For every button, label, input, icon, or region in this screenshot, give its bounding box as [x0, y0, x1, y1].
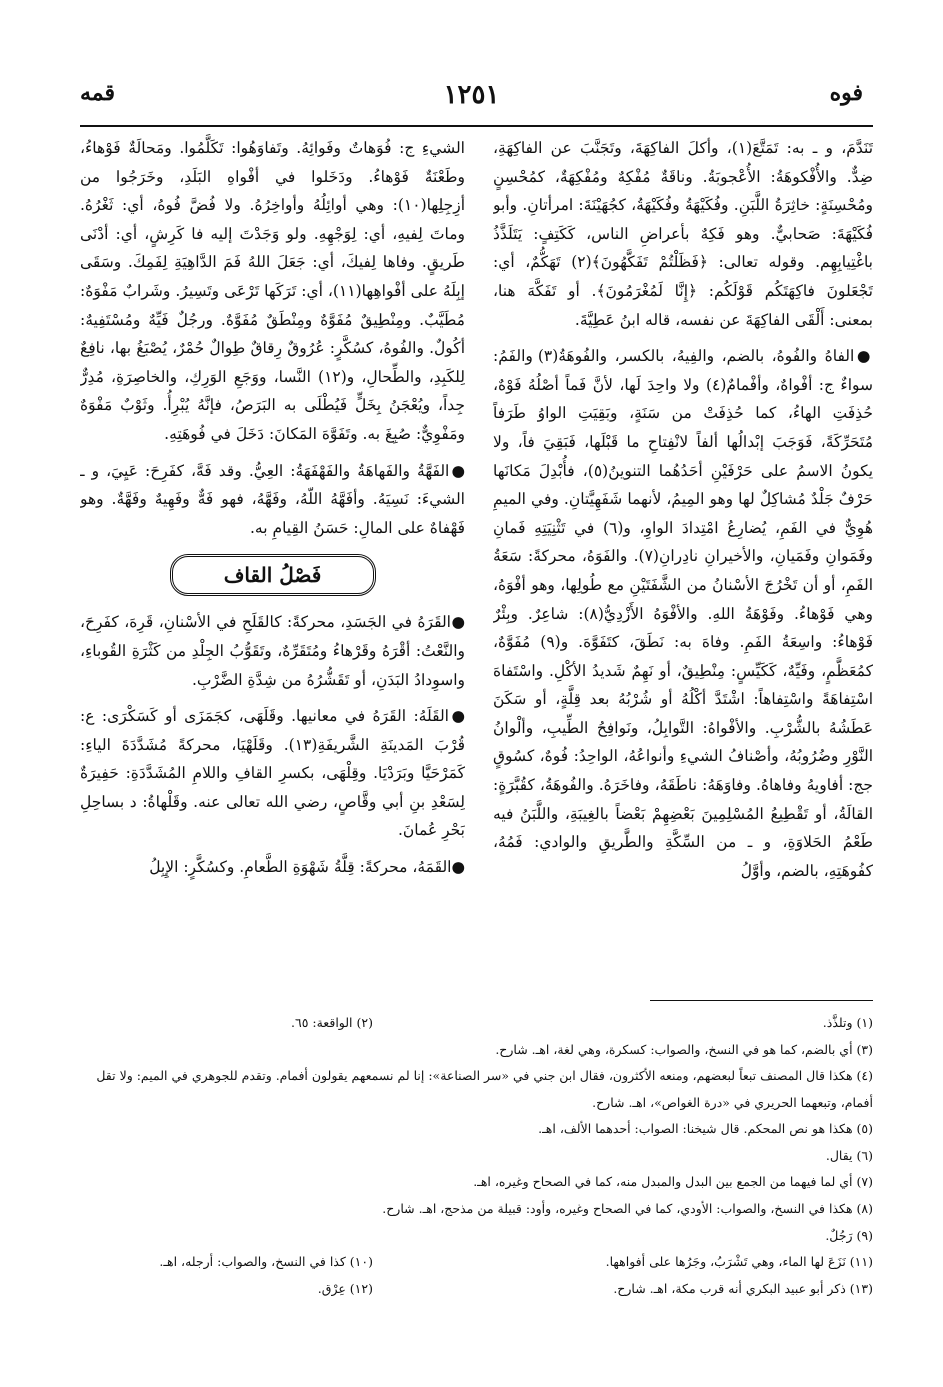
footnote: (١) وتلذَّذ.: [822, 1015, 873, 1030]
footnote: (٨) هكذا في النسخ، والصواب: الأودي، كما في الصحاح وغيره، وأود: قبيلة من مذحج، اهـ. شارح.: [382, 1200, 873, 1216]
footnotes: [70, 1010, 873, 1302]
paragraph: ●القَمَهُ، محركةً: قِلَّةُ شَهْوَةِ الطَّعامِ. وكسُكَّرٍ: الإِبِلُ: [149, 858, 465, 877]
footnote: (٣) أي بالضم، كما هو في النسخ، والصواب: كسكرة، وهي لغة، اهـ. شارح.: [495, 1041, 873, 1057]
footnote: (١٢) عِرْق.: [317, 1280, 373, 1296]
footnote: (١١) نَزَعَ لها الماء، وهي تَشْرَبُ، وجَرُها على أفواهها.: [605, 1254, 873, 1270]
page-header: [70, 80, 873, 120]
paragraph: ●القَلَهُ: القَرَهُ في معانيها. وقَلَهَى، كجَمَزَى أو كَسَكْرَى: ع: قُرْبَ المَدينَةِ الشَّريفَةِ(١٣). وقَلَهْيَا، محركةً مُشَدَّدَةَ الياءِ: كَمَرْحَيَّا وبَرَدْيَا. وقِلْهَى، بكسرِ القافِ واللامِ المُشَدَّدَةِ: حَفِيرَةٌ لِسَعْدِ بنِ أبي وقَّاصٍ، رضي الله تعالى عنه. وقَلْهاةُ: د بساحِلِ بَحْرِ عُمانَ.: [80, 707, 465, 840]
paragraph: الشيءِ ج: فُوَهاتٌ وفَوائِهُ. وتَفاوَهُوا: تَكَلَّمُوا. ومَحالَةٌ فَوْهاءُ، وطَعْنَةٌ فَوْهاءُ. ودَخَلوا في أفْواهِ البَلَدِ، وخَرَجُوا من أزِجِلِها(١٠): وهي أوائِلُهُ وأواخِرُهُ. ولا فُضَّ فُوهُ، أي: ثَغْرُهُ. وماتَ لِفيهِ، أي: لِوَجْهِهِ. ولو وَجَدْتَ إليه فا كَرِشٍ، أي: أدْنَى طَريقٍ. وفاها لِفيكَ، أي: جَعَلَ اللهُ فَمَ الدَّاهِيَةِ لِفَمِكَ. وسَقَى إبِلَهُ على أفْواهِها(١١)، أي: تَرَكَها تَرْعَى وتَسِيرُ. وشَرابٌ مَفْوَهٌ: مُطَيَّبٌ. ومِنْطِيقٌ مُفَوَّهٌ ومِنْطَقٌ مُفَوَّهٌ. ورجُلٌ فَيِّهٌ ومُسْتَفِيهٌ: أكُولٌ. والفُوهُ، كسُكَّرٍ: عُرُوقٌ رِقاقٌ طِوالٌ حُمْرٌ، يُصْبَغُ بها، نافِعٌ لِلكَبِدِ، والطِّحالِ، و(١٢) النَّسا، ووَجَعِ الوَرِكِ، والخاصِرَةِ، مُدِرٌّ جِداً، ويُعْجَنُ بِخَلٍّ فَيُطْلَى به البَرَصُ، فإنَّهُ يُبْرِأُ. وثَوْبٌ مَفْوَهٌ ومَفْوِيٌّ: صُبِغَ به. وتَفَوَّهَ المَكانَ: دَخَلَ في فُوهَتِهِ.: [80, 139, 465, 443]
footnote: (٦) يقال.: [825, 1147, 873, 1163]
header-left-word: قمه: [80, 80, 116, 106]
footnote: (٩) رَجُلٌ.: [825, 1227, 873, 1243]
footnote-rule: [650, 1000, 873, 1001]
footnote: (٧) أي لما فيهما من الجمع بين البدل والمبدل منه، كما في الصحاح وغيره، اهـ.: [473, 1174, 873, 1190]
paragraph: ●الفَهَّةُ والفَهاهَةُ والفَهْفَهَةُ: العِيُّ. وقد فَهَّ، كفَرِحَ: عَيِيَ، و ـ الشيءَ: نَسِيَهُ. وأفَهَّهُ اللّهُ، وفَهَّهُ، فهو فَهٌّ وفَهِيهٌ وفَهَّةٌ. وهو فَهْفاهٌ على المالِ: حَسَنُ القِيامِ به.: [80, 461, 465, 537]
left-column: [80, 134, 465, 974]
header-rule: [80, 125, 873, 127]
paragraph: ●القَرَهُ في الجَسَدِ، محركةً: كالقَلَحِ في الأسْنانِ، قَرِهَ، كفَرِحَ، والنَّعْتُ: أقْرَهُ وقَرْهاءُ ومُتَقَرِّهٌ، وتَقَوُّبُ الجِلْدِ من كَثْرَةِ القُوباءِ، واسوِدادُ البَدَنِ، أو تَقَشُّرُهُ من شِدَّةِ الضَّرْبِ.: [80, 613, 465, 689]
paragraph: ●الفاهُ والفُوهُ، بالضم، والفِيهُ، بالكسر، والفُوهَةُ(٣) والفَمُ: سواءٌ ج: أفْواهٌ، وأفْمامٌ(٤) ولا واحِدَ لَها، لأنَّ فَماً أصْلُهُ فَوْهٌ، حُذِفَتِ الهاءُ، كما حُذِفَتْ من سَنَةٍ، وبَقِيَتِ الواوُ طَرَفاً مُتَحَرِّكَةً، فَوَجَبَ إبْدالُها ألفاً لانْفِتاحِ ما قَبْلَها، فَبَقِيَ فاً، ولا يكونُ الاسمُ على حَرْفَيْنِ أحَدُهُما التنوينُ(٥)، فأُبْدِلَ مَكانَها حَرْفٌ جَلْدٌ مُشاكِلٌ لها وهو المِيمُ، لأنهما شَفَهِيَّتانِ. وفي الميمِ هُوِيٌّ في الفَمِ، يُضارِعُ امْتِدادَ الواوِ، و(٦) في تَثْنِيَتِهِ فَمانِ وفَمَوانِ وفَمَيانِ، والأخيرانِ نادِرانِ(٧). والفَوَهُ، محركةً: سَعَةُ الفَمِ، أو أن تَخْرُجَ الأسْنانُ من الشَّفَتَيْنِ مع طُولِها، وهو أفْوَهُ، وهي فَوْهاءُ. وفَوْهَةُ اللهِ. والأفْوَهُ الأَزْدِيُّ(٨): شاعِرٌ. وبِئْرٌ فَوْهاءُ: واسِعَةُ الفَمِ. وفاهَ به: نَطَقَ، كتَفَوَّهَ. و(٩) مُفَوَّهٌ، كمُعَظَّمٍ، وفَيِّهٌ، كَكَيِّسٍ: مِنْطِيقٌ، أو نَهِمٌ شَديدُ الأكْلِ. واسْتَفاهَ اسْتِفاهَةً واسْتِفاهاً: اشْتَدَّ أكْلُهُ أو شُرْبُهُ بعد قِلَّةٍ، أو سَكَنَ عَطَشُهُ بالشُّرْبِ. والأفْواهُ: التَّوابِلُ، ونَوافِحُ الطِّيبِ، وألْوانُ النَّوْرِ وضُرُوبُهُ، وأصْنافُ الشيءِ وأنواعُهُ، الواحِدُ: فُوهٌ، كسُوقٍ جج: أفاويهُ وفاهاهُ. وفاوَهَهُ: ناطَقَهُ، وفاخَرَهُ. والفُوهَةُ، كقُبَّرَةٍ: القالَةُ، أو تَقْطِيعُ المُسْلِمِينَ بَعْضِهِمْ بَعْضاً بالغِيبَةِ، واللَّبَنُ فيه طَعْمُ الحَلاوَةِ، و ـ من السِّكَّةِ والطَّريقِ والوادي: فَمُهُ، كفُوهَتِهِ، بالضم، وأوَّلُ: [493, 347, 873, 880]
footnote: (٢) الواقعة: ٦٥.: [291, 1015, 373, 1030]
footnote: (٥) هكذا هو نص المحكم. قال شيخنا: الصواب: أحدهما الألف، اهـ.: [538, 1121, 873, 1137]
footnote: (١٣) ذكر أبو عبيد البكري أنه قرب مكة، اهـ. شارح.: [613, 1280, 873, 1296]
paragraph: تَنَدَّمَ، و ـ به: تَمَتَّعَ(١)، وأكلَ الفاكِهَةَ، وتَجَنَّبَ عن الفاكِهَةِ، ضِدٌّ. والأُفْكوهَةُ: الأُعْجوبَةُ. وناقَةٌ مُفْكِهٌ ومُفْكِهَةٌ، كمُحْسِنٍ ومُحْسِنَةٍ: خاثِرَةُ اللَّبَنِ. وفُكَيْهَةُ وفُكَيْهَةُ، كجُهَيْنَةَ: امرأتانِ. وأبو فُكَيْهَةَ: صَحابيٌّ. وهو فَكِهٌ بأعراضِ الناس، كَكَتِفٍ: يَتَلَذَّذُ باغْتِيابِهِم. وقوله تعالى: ﴿فَظَلْتُمْ تَفَكَّهُونَ﴾(٢) تَهَكُّمٌ، أي: تَجْعَلونَ فاكِهَتَكُم قَوْلَكُم: ﴿إِنَّا لَمُغْرَمُونَ﴾. أو تَفَكَّهَ هنا، بمعنى: أَلْقَى الفاكِهَةَ عن نفسه، قاله ابنُ عَطِيَّةَ.: [493, 139, 873, 329]
footnote: (١٠) كذا في النسخ، والصواب: أرجله، اهـ.: [159, 1254, 373, 1270]
section-title: فَصْلُ القاف: [170, 554, 376, 596]
right-column: [493, 134, 873, 974]
footnote: (٤) هكذا قال المصنف تبعاً لبعضهم، ومنعه الأكثرون، فقال ابن جني في «سر الصناعة»: إنا لم نسمعهم يقولون أفمام. وتقدم للجوهري في الميم: ولا تقل أفمام، وتبعهما الحريري في «درة الغواص»، اهـ. شارح.: [96, 1068, 873, 1110]
header-right-word: فوه: [829, 80, 863, 106]
page-number: ١٢٥١: [443, 80, 500, 110]
